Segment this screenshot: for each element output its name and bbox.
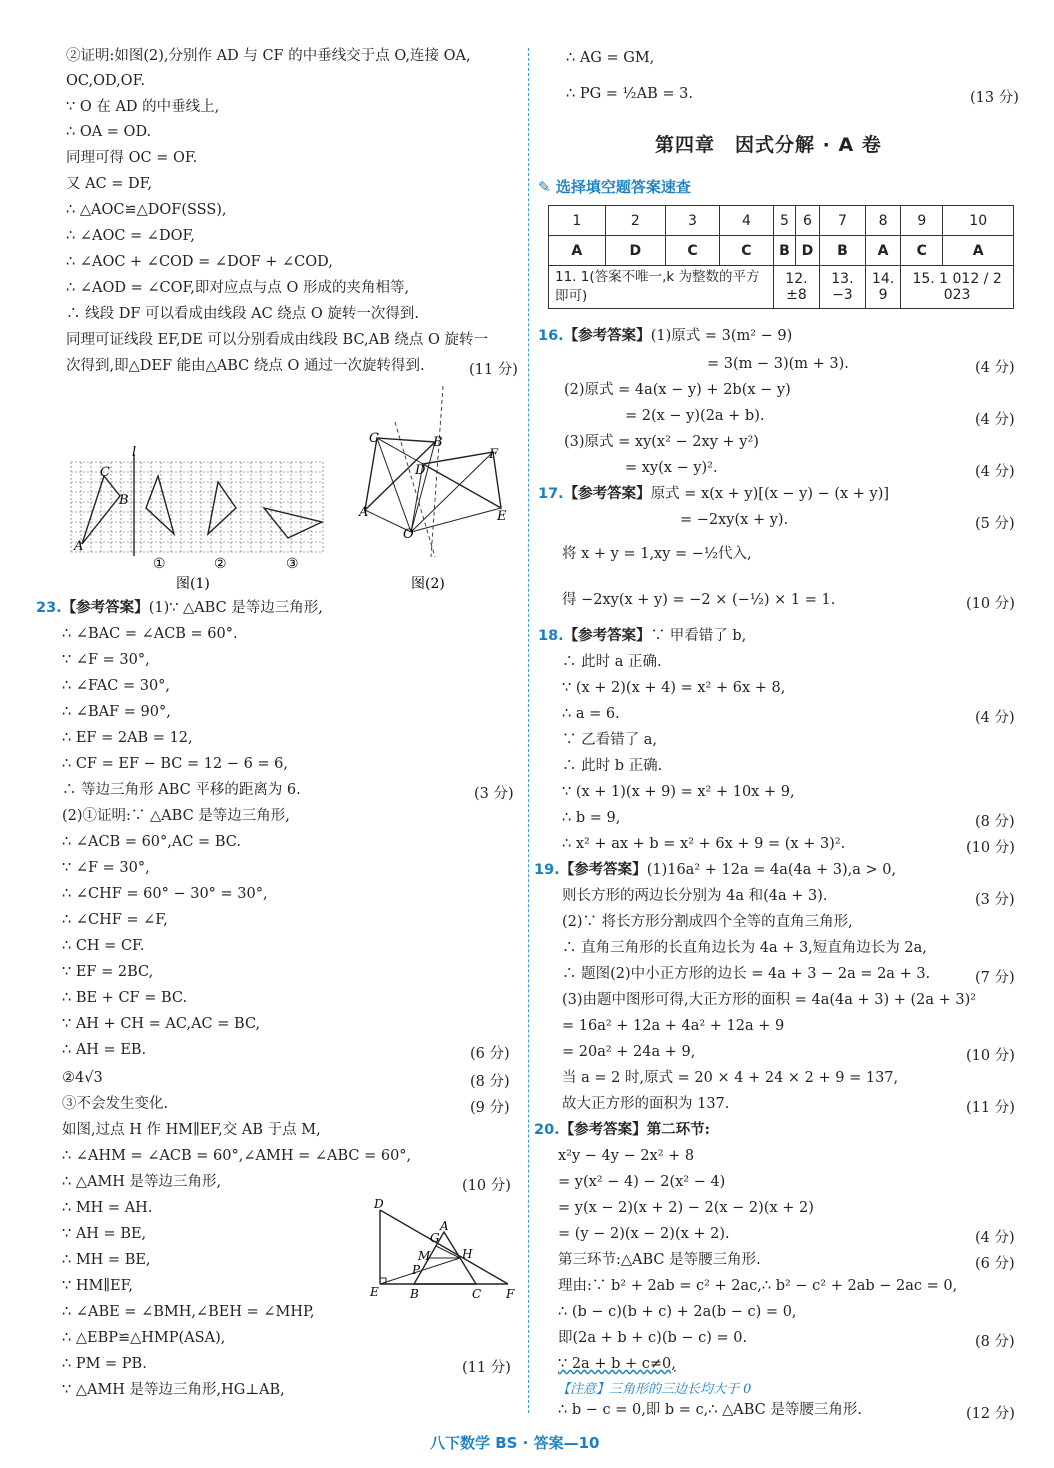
page-footer: 八下数学 BS · 答案—10 [430, 1434, 600, 1452]
text-line: ∴ ∠CHF = ∠F, [62, 912, 168, 928]
text-line: = y(x − 2)(x + 2) − 2(x − 2)(x + 2) [558, 1200, 814, 1216]
points: (3 分) [975, 892, 1015, 908]
points: (4 分) [975, 1230, 1015, 1246]
text-line: ∴ ∠FAC = 30°, [62, 678, 171, 694]
fill-answer-13: 13. −3 [819, 266, 865, 309]
points: (4 分) [975, 710, 1015, 726]
q23-tag: 【参考答案】 [61, 599, 149, 616]
text-line: ∴ 题图(2)中小正方形的边长 = 4a + 3 − 2a = 2a + 3. [562, 966, 931, 982]
text-line: 同理可得 OC = OF. [66, 150, 198, 166]
label-B: B [410, 1287, 419, 1301]
text-line: ∴ △AMH 是等边三角形, [62, 1174, 222, 1190]
text-line: (2)原式 = 4a(x − y) + 2b(x − y) [564, 382, 791, 398]
text-line: 得 −2xy(x + y) = −2 × (−½) × 1 = 1. [562, 592, 836, 608]
q17-number: 17. [538, 486, 564, 502]
text-line: 第二环节: [646, 1121, 711, 1138]
triangle-3 [264, 508, 322, 538]
table-row [549, 266, 1014, 309]
points: (8 分) [975, 814, 1015, 830]
label-M: M [418, 1249, 431, 1263]
text-line: ∵ ∠F = 30°, [62, 860, 150, 876]
points: (3 分) [474, 786, 514, 802]
q23-number: 23. [36, 600, 62, 616]
fill-answer-14: 14. 9 [865, 266, 900, 309]
fill-answer-11: 11. 1(答案不唯一,k 为整数的平方即可) [549, 266, 774, 309]
text-line: ②4√3 [62, 1070, 103, 1086]
q16-number: 16. [538, 328, 564, 344]
label-A: A [74, 539, 84, 554]
label-C: C [369, 431, 379, 446]
table-cell: D [796, 236, 820, 266]
figure-1 [66, 446, 328, 592]
text-line: ∴ 此时 a 正确. [562, 654, 662, 670]
text-line: ∴ AG = GM, [566, 50, 655, 66]
table-cell: A [549, 236, 606, 266]
text-line: ∴ MH = AH. [62, 1200, 153, 1216]
chapter-title: 第四章 因式分解 · A 卷 [655, 134, 882, 156]
table-cell: 9 [901, 206, 943, 236]
mark-3: ③ [286, 556, 299, 572]
text-line: = 20a² + 24a + 9, [562, 1044, 696, 1060]
text-line: 则长方形的两边长分别为 4a 和(4a + 3). [562, 888, 828, 904]
q17-header [538, 484, 889, 504]
text-line: ∴ b − c = 0,即 b = c,∴ △ABC 是等腰三角形. [558, 1402, 862, 1418]
text-line: ∴ (b − c)(b + c) + 2a(b − c) = 0, [558, 1304, 797, 1320]
table-cell: 10 [943, 206, 1014, 236]
text-line: (2)①证明:∵ △ABC 是等边三角形, [62, 808, 290, 824]
text-line: ∴ 此时 b 正确. [562, 758, 663, 774]
q19-number: 19. [534, 862, 560, 878]
q20-header [534, 1120, 710, 1140]
text-line: ∴ PM = PB. [62, 1356, 147, 1372]
text-line: ∴ 线段 DF 可以看成由线段 AC 绕点 O 旋转一次得到. [66, 306, 420, 322]
table-cell: 5 [773, 206, 795, 236]
table-row [549, 236, 1014, 266]
figure-3 [368, 1196, 520, 1308]
text-line: ∵ 甲看错了 b, [650, 628, 747, 644]
text-line: 将 x + y = 1,xy = −½代入, [562, 546, 752, 562]
text-line: ∵ HM∥EF, [62, 1278, 134, 1294]
text-line: = (y − 2)(x − 2)(x + 2). [558, 1226, 730, 1242]
text-line: ∵ △AMH 是等边三角形,HG⊥AB, [62, 1382, 285, 1398]
text-line: ∴ MH = BE, [62, 1252, 151, 1268]
text-line: (1)16a² + 12a = 4a(4a + 3),a > 0, [646, 862, 897, 878]
table-cell: 2 [605, 206, 665, 236]
table-cell: B [773, 236, 795, 266]
text-line: ∴ EF = 2AB = 12, [62, 730, 193, 746]
text-line: ∴ BE + CF = BC. [62, 990, 188, 1006]
points: (13 分) [970, 90, 1019, 106]
text-line: ∴ △EBP≌△HMP(ASA), [62, 1330, 226, 1346]
text-line: ∴ △AOC≌△DOF(SSS), [66, 202, 227, 218]
text-line: ∵ ∠F = 30°, [62, 652, 150, 668]
text-line: = xy(x − y)². [625, 460, 718, 476]
label-G: G [430, 1231, 440, 1245]
q16-header [538, 326, 792, 346]
q19-tag: 【参考答案】 [559, 861, 647, 878]
points: (11 分) [462, 1360, 511, 1376]
text-line: = −2xy(x + y). [680, 512, 789, 528]
label-H: H [462, 1247, 473, 1261]
text-line: ∵ O 在 AD 的中垂线上, [66, 99, 220, 115]
table-cell: C [901, 236, 943, 266]
text-line: (2)∵ 将长方形分割成四个全等的直角三角形, [562, 914, 853, 930]
text-line: ∴ ∠AOD = ∠COF,即对应点与点 O 形成的夹角相等, [66, 280, 410, 296]
table-cell: 8 [865, 206, 900, 236]
points: (7 分) [975, 970, 1015, 986]
text-line: ∴ b = 9, [562, 810, 621, 826]
label-D: D [374, 1197, 384, 1211]
points: (10 分) [966, 840, 1015, 856]
text-line: 次得到,即△DEF 能由△ABC 绕点 O 通过一次旋转得到. [66, 358, 425, 374]
text-line: ∴ 等边三角形 ABC 平移的距离为 6. [62, 782, 301, 798]
text-line: ∴ ∠BAC = ∠ACB = 60°. [62, 626, 238, 642]
label-A: A [359, 505, 369, 520]
text-line: = 16a² + 12a + 4a² + 12a + 9 [562, 1018, 785, 1034]
text-line: OC,OD,OF. [66, 73, 145, 89]
label-A: A [440, 1219, 449, 1233]
fill-answer-15: 15. 1 012 / 2 023 [901, 266, 1014, 309]
triangle-1 [146, 476, 174, 534]
line-l-label: l [132, 446, 137, 460]
q18-tag: 【参考答案】 [563, 627, 651, 644]
points: (4 分) [975, 412, 1015, 428]
text-line: ∴ ∠ACB = 60°,AC = BC. [62, 834, 241, 850]
table-cell: C [665, 236, 719, 266]
points: (11 分) [469, 362, 518, 378]
label-E: E [497, 509, 507, 524]
triangle-2 [208, 482, 236, 534]
points: (8 分) [975, 1334, 1015, 1350]
text-line: ∴ CF = EF − BC = 12 − 6 = 6, [62, 756, 289, 772]
label-D: D [415, 463, 426, 478]
pencil-icon: ✎ [538, 178, 551, 196]
label-C: C [472, 1287, 482, 1301]
text-line: ∴ a = 6. [562, 706, 620, 722]
points: (8 分) [470, 1074, 510, 1090]
q19-header [534, 860, 896, 880]
label-B: B [433, 435, 443, 450]
text-line: ∴ OA = OD. [66, 124, 152, 140]
mark-2: ② [214, 556, 227, 572]
text-line: ∴ ∠AOC = ∠DOF, [66, 228, 195, 244]
table-cell: 3 [665, 206, 719, 236]
q16-tag: 【参考答案】 [563, 327, 651, 344]
table-cell: C [719, 236, 773, 266]
text-line: 当 a = 2 时,原式 = 20 × 4 + 24 × 2 + 9 = 137, [562, 1070, 899, 1086]
q18-header [538, 626, 746, 646]
label-B: B [119, 493, 129, 508]
q17-tag: 【参考答案】 [563, 485, 651, 502]
table-cell: A [865, 236, 900, 266]
text-line: ∴ ∠CHF = 60° − 30° = 30°, [62, 886, 268, 902]
table-cell: 4 [719, 206, 773, 236]
text-line: 如图,过点 H 作 HM∥EF,交 AB 于点 M, [62, 1122, 321, 1138]
q20-number: 20. [534, 1122, 560, 1138]
label-F: F [489, 447, 499, 462]
table-cell: D [605, 236, 665, 266]
figure-2 [355, 382, 525, 592]
answer-table [548, 205, 1014, 309]
table-cell: 7 [819, 206, 865, 236]
text-line: 理由:∵ b² + 2ab = c² + 2ac,∴ b² − c² + 2ab − 2ac = 0, [558, 1278, 958, 1294]
q18-number: 18. [538, 628, 564, 644]
text-line: 第三环节:△ABC 是等腰三角形. [558, 1252, 761, 1268]
text-line: ∴ AH = EB. [62, 1042, 147, 1058]
text-line: ∴ ∠ABE = ∠BMH,∠BEH = ∠MHP, [62, 1304, 315, 1320]
fig2-caption: 图(2) [411, 576, 445, 592]
note-callout: 【注意】三角形的三边长均大于 0 [557, 1382, 752, 1397]
text-line: ③不会发生变化. [62, 1096, 169, 1112]
fill-answer-12: 12. ±8 [773, 266, 819, 309]
mark-1: ① [153, 556, 166, 572]
points: (11 分) [966, 1100, 1015, 1116]
text-line: ∴ CH = CF. [62, 938, 145, 954]
text-line: 即(2a + b + c)(b − c) = 0. [558, 1330, 748, 1346]
quick-answer-title [538, 176, 691, 197]
points: (4 分) [975, 360, 1015, 376]
text-line: ∵ (x + 1)(x + 9) = x² + 10x + 9, [562, 784, 795, 800]
points: (6 分) [470, 1046, 510, 1062]
table-cell: B [819, 236, 865, 266]
text-line: ∴ PG = ½AB = 3. [566, 86, 693, 102]
table-cell: 1 [549, 206, 606, 236]
points: (6 分) [975, 1256, 1015, 1272]
text-line: x²y − 4y − 2x² + 8 [558, 1148, 695, 1164]
text-line: ∵ AH + CH = AC,AC = BC, [62, 1016, 261, 1032]
points: (10 分) [462, 1178, 511, 1194]
text-line: ∴ ∠BAF = 90°, [62, 704, 171, 720]
points: (9 分) [470, 1100, 510, 1116]
text-line: 原式 = x(x + y)[(x − y) − (x + y)] [650, 486, 890, 502]
column-divider [528, 48, 529, 1413]
text-line: ∴ ∠AOC + ∠COD = ∠DOF + ∠COD, [66, 254, 333, 270]
text-line: (1)原式 = 3(m² − 9) [650, 328, 793, 344]
points: (10 分) [966, 1048, 1015, 1064]
text-line: (3)由题中图形可得,大正方形的面积 = 4a(4a + 3) + (2a + 3)² [562, 992, 977, 1008]
text-line: ∵ 2a + b + c≠0, [558, 1356, 676, 1372]
text-line: ∵ AH = BE, [62, 1226, 147, 1242]
label-O: O [403, 527, 414, 542]
text-line: 又 AC = DF, [66, 176, 153, 192]
label-C: C [100, 465, 110, 480]
text-line: (1)∵ △ABC 是等边三角形, [148, 600, 323, 616]
text-line: ②证明:如图(2),分别作 AD 与 CF 的中垂线交于点 O,连接 OA, [66, 48, 471, 64]
text-line: ∴ 直角三角形的长直角边长为 4a + 3,短直角边长为 2a, [562, 940, 927, 956]
q20-tag: 【参考答案】 [559, 1121, 647, 1138]
points: (10 分) [966, 596, 1015, 612]
table-cell: 6 [796, 206, 820, 236]
q23-header [36, 598, 323, 618]
fig1-caption: 图(1) [176, 576, 210, 592]
points: (4 分) [975, 464, 1015, 480]
text-line: = y(x² − 4) − 2(x² − 4) [558, 1174, 726, 1190]
table-cell: A [943, 236, 1014, 266]
text-line: ∵ (x + 2)(x + 4) = x² + 6x + 8, [562, 680, 786, 696]
text-line: 故大正方形的面积为 137. [562, 1096, 730, 1112]
text-line: (3)原式 = xy(x² − 2xy + y²) [564, 434, 759, 450]
label-F: F [506, 1287, 515, 1301]
points: (12 分) [966, 1406, 1015, 1422]
text-line: 同理可证线段 EF,DE 可以分别看成由线段 BC,AB 绕点 O 旋转一 [66, 332, 488, 348]
quick-answer-label: 选择填空题答案速查 [555, 178, 691, 196]
label-E: E [370, 1285, 379, 1299]
table-row [549, 206, 1014, 236]
points: (5 分) [975, 516, 1015, 532]
text-line: ∵ EF = 2BC, [62, 964, 154, 980]
text-line: ∴ x² + ax + b = x² + 6x + 9 = (x + 3)². [562, 836, 846, 852]
text-line: = 2(x − y)(2a + b). [625, 408, 765, 424]
text-line: = 3(m − 3)(m + 3). [707, 356, 849, 372]
text-line: ∵ 乙看错了 a, [562, 732, 657, 748]
label-P: P [412, 1263, 421, 1277]
text-line: ∴ ∠AHM = ∠ACB = 60°,∠AMH = ∠ABC = 60°, [62, 1148, 412, 1164]
